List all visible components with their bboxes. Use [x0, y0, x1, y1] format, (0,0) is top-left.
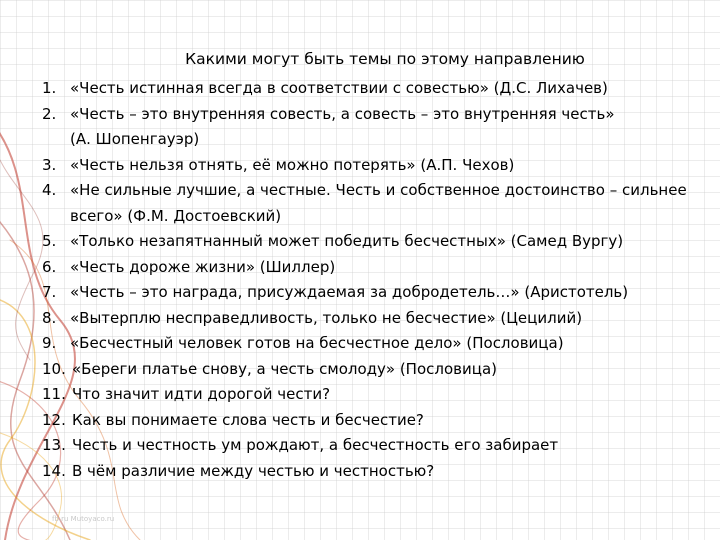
list-item — [42, 102, 682, 153]
item-text: «Вытерплю несправедливость, только не бесчестие» (Цецилий) — [70, 308, 583, 327]
list-item — [42, 331, 682, 357]
list-item — [42, 408, 682, 434]
item-number: 7. — [42, 283, 57, 301]
item-text-continuation: (А. Шопенгауэр) — [70, 130, 200, 148]
item-number: 10. — [42, 359, 66, 378]
item-number: 3. — [42, 155, 57, 174]
list-item — [42, 76, 682, 102]
item-number: 1. — [42, 79, 57, 97]
item-number: 5. — [42, 232, 57, 250]
watermark: fb.ru Mutoyaco.ru — [52, 515, 115, 523]
list-item — [42, 459, 682, 485]
item-text: «Честь дороже жизни» (Шиллер) — [70, 257, 336, 276]
item-text: «Не сильные лучшие, а честные. Честь и собственное достоинство – сильнее — [70, 181, 687, 199]
list-item — [42, 280, 682, 306]
list-item — [42, 229, 682, 255]
item-text: «Бесчестный человек готов на бесчестное дело» (Пословица) — [70, 334, 564, 352]
topics-list — [42, 76, 687, 484]
item-text: «Честь – это внутренняя совесть, а совесть – это внутренняя честь» — [70, 104, 615, 123]
item-number: 14. — [42, 461, 66, 480]
item-number: 13. — [42, 436, 66, 454]
item-text: Что значит идти дорогой чести? — [72, 385, 331, 403]
item-number: 6. — [42, 257, 57, 276]
item-text: В чём различие между честью и честностью? — [72, 461, 435, 480]
item-number: 12. — [42, 410, 66, 429]
item-number: 2. — [42, 104, 57, 123]
list-item — [42, 255, 682, 281]
item-number: 9. — [42, 334, 57, 352]
list-item — [42, 153, 682, 179]
item-number: 11. — [42, 385, 66, 403]
item-text: Как вы понимаете слова честь и бесчестие? — [72, 410, 424, 429]
list-item — [42, 382, 682, 408]
item-number: 8. — [42, 308, 57, 327]
item-text: Честь и честность ум рождают, а бесчестность его забирает — [72, 436, 559, 454]
list-item — [42, 306, 682, 332]
item-text: «Только незапятнанный может победить бесчестных» (Самед Вургу) — [70, 232, 624, 250]
item-text: «Береги платье снову, а честь смолоду» (Пословица) — [72, 359, 497, 378]
list-item — [42, 357, 682, 383]
list-item — [42, 178, 687, 229]
item-text: «Честь нельзя отнять, её можно потерять» (А.П. Чехов) — [70, 155, 515, 174]
item-text: «Честь истинная всегда в соответствии с совестью» (Д.С. Лихачев) — [70, 79, 608, 97]
list-item — [42, 433, 682, 459]
item-text-continuation: всего» (Ф.М. Достоевский) — [70, 206, 282, 225]
slide-title: Какими могут быть темы по этому направлению — [185, 50, 585, 68]
item-text: «Честь – это награда, присуждаемая за добродетель…» (Аристотель) — [70, 283, 629, 301]
item-number: 4. — [42, 181, 57, 199]
